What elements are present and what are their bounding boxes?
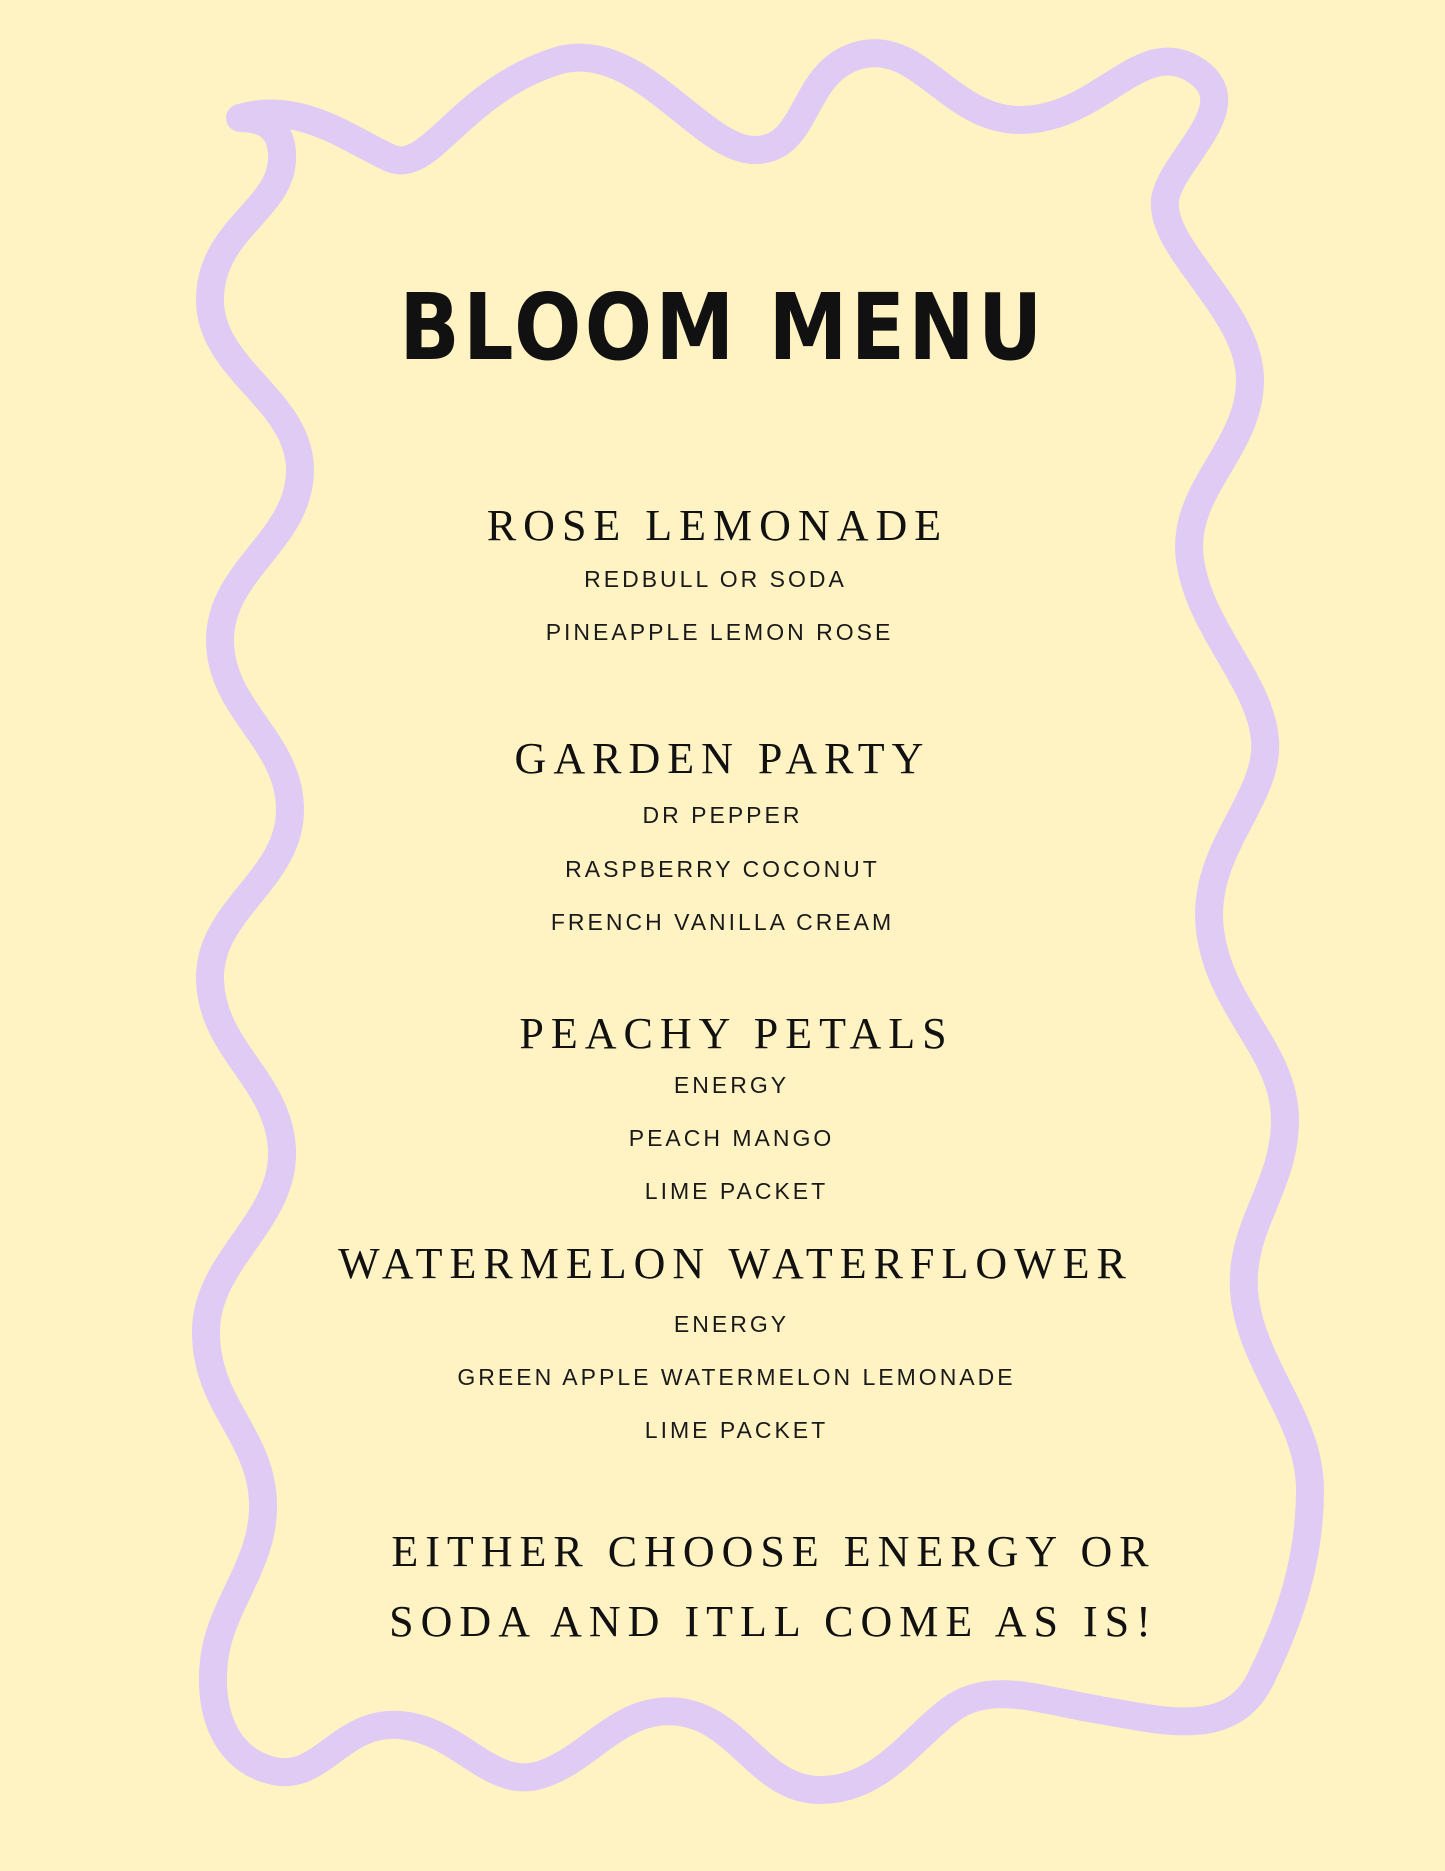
ingredient-item: ENERGY	[673, 1072, 790, 1098]
menu-title: BLOOM MENU	[399, 274, 1046, 381]
ingredient-item: DR PEPPER	[642, 802, 803, 828]
ingredient-item: GREEN APPLE WATERMELON LEMONADE	[457, 1364, 1016, 1390]
ingredient-item: REDBULL OR SODA	[584, 566, 847, 592]
ingredient-item: RASPBERRY COCONUT	[565, 856, 880, 882]
ingredient-item: LIME PACKET	[644, 1417, 829, 1443]
ingredient-item: FRENCH VANILLA CREAM	[550, 909, 895, 935]
drink-name-peachy-petals: PEACHY PETALS	[519, 1009, 954, 1058]
drink-name-watermelon-waterflower: WATERMELON WATERFLOWER	[338, 1239, 1133, 1288]
footer-note-line-1: EITHER CHOOSE ENERGY OR	[391, 1527, 1156, 1576]
ingredient-item: ENERGY	[673, 1311, 790, 1337]
ingredient-item: LIME PACKET	[644, 1178, 829, 1204]
drink-name-rose-lemonade: ROSE LEMONADE	[486, 501, 949, 550]
footer-note-line-2: SODA AND ITLL COME AS IS!	[389, 1597, 1158, 1646]
drink-name-garden-party: GARDEN PARTY	[514, 734, 931, 783]
ingredient-item: PEACH MANGO	[628, 1125, 835, 1151]
ingredient-item: PINEAPPLE LEMON ROSE	[545, 619, 894, 645]
